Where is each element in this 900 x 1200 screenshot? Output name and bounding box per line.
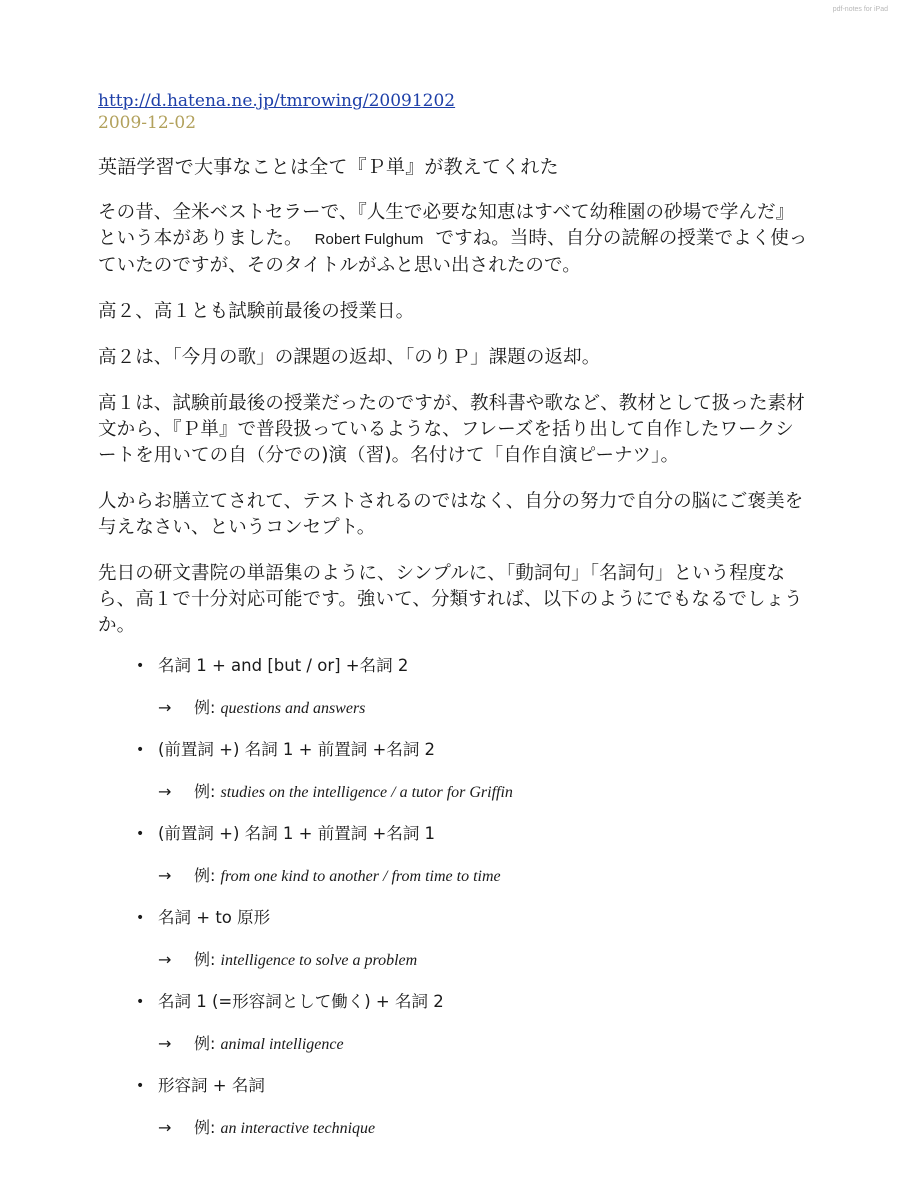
pattern-text: 名詞 1 + and [but / or] +名詞 2 bbox=[158, 656, 409, 675]
pattern-text: (前置詞 +) 名詞 1 + 前置詞 +名詞 1 bbox=[158, 824, 436, 843]
bullet-icon: • bbox=[136, 910, 145, 926]
example-label: 例: bbox=[194, 782, 216, 801]
paragraph-5: 人からお膳立てされて、テストされるのではなく、自分の努力で自分の脳にご褒美を与えなさい、というコンセプト。 bbox=[98, 491, 804, 538]
bullet-icon: • bbox=[136, 742, 145, 758]
pattern-list bbox=[98, 655, 808, 1139]
example-line bbox=[158, 949, 808, 971]
example-line bbox=[158, 1033, 808, 1055]
pattern-text: 形容詞 + 名詞 bbox=[158, 1076, 265, 1095]
example-label: 例: bbox=[194, 950, 216, 969]
example-line bbox=[158, 865, 808, 887]
example-text: an interactive technique bbox=[220, 1120, 376, 1137]
arrow-right-icon: → bbox=[158, 782, 172, 801]
list-item bbox=[136, 991, 808, 1013]
pattern-text: 名詞 + to 原形 bbox=[158, 908, 271, 927]
paragraph-6: 先日の研文書院の単語集のように、シンプルに、「動詞句」「名詞句」という程度なら、高１で十分対応可能です。強いて、分類すれば、以下のようにでもなるでしょうか。 bbox=[98, 563, 803, 636]
paragraph-4: 高１は、試験前最後の授業だったのですが、教科書や歌など、教材として扱った素材文から、『Ｐ単』で普段扱っているような、フレーズを括り出して自作したワークシートを用いての自（分での)演（習)。名付けて「自作自演ピーナツ」。 bbox=[98, 393, 805, 466]
bullet-icon: • bbox=[136, 1078, 145, 1094]
example-line bbox=[158, 781, 808, 803]
example-label: 例: bbox=[194, 1118, 216, 1137]
paragraph-intro bbox=[98, 200, 808, 279]
arrow-right-icon: → bbox=[158, 698, 172, 717]
arrow-right-icon: → bbox=[158, 1034, 172, 1053]
list-item bbox=[136, 823, 808, 845]
example-text: from one kind to another / from time to time bbox=[220, 868, 501, 885]
list-item bbox=[136, 655, 808, 677]
example-line bbox=[158, 1117, 808, 1139]
arrow-right-icon: → bbox=[158, 950, 172, 969]
watermark-text: pdf-notes for iPad bbox=[832, 6, 888, 13]
entry-title: 英語学習で大事なことは全て『Ｐ単』が教えてくれた bbox=[98, 156, 559, 178]
example-label: 例: bbox=[194, 1034, 216, 1053]
entry-url-link[interactable]: http://d.hatena.ne.jp/tmrowing/20091202 bbox=[98, 91, 456, 111]
intro-text-b: ですね。当時、自分の読解の授業でよく使っていたのですが、そのタイトルがふと思い出されたので。 bbox=[98, 228, 808, 276]
paragraph-3: 高２は、「今月の歌」の課題の返却、「のりＰ」課題の返却。 bbox=[98, 347, 601, 368]
list-item bbox=[136, 907, 808, 929]
author-name: Robert Fulghum bbox=[314, 231, 424, 248]
arrow-right-icon: → bbox=[158, 866, 172, 885]
bullet-icon: • bbox=[136, 658, 145, 674]
paragraph-2: 高２、高１とも試験前最後の授業日。 bbox=[98, 301, 415, 322]
bullet-icon: • bbox=[136, 994, 145, 1010]
intro-text-a: その昔、全米ベストセラーで、『人生で必要な知恵はすべて幼稚園の砂場で学んだ』という本がありました。 bbox=[98, 202, 795, 249]
example-text: animal intelligence bbox=[220, 1036, 344, 1053]
example-text: questions and answers bbox=[220, 700, 366, 717]
example-label: 例: bbox=[194, 698, 216, 717]
document-page bbox=[98, 90, 808, 1159]
example-label: 例: bbox=[194, 866, 216, 885]
example-text: studies on the intelligence / a tutor for Griffin bbox=[220, 784, 513, 801]
bullet-icon: • bbox=[136, 826, 145, 842]
arrow-right-icon: → bbox=[158, 1118, 172, 1137]
pattern-text: 名詞 1 (=形容詞として働く) + 名詞 2 bbox=[158, 992, 444, 1011]
list-item bbox=[136, 739, 808, 761]
list-item bbox=[136, 1075, 808, 1097]
entry-date: 2009-12-02 bbox=[98, 113, 197, 133]
pattern-text: (前置詞 +) 名詞 1 + 前置詞 +名詞 2 bbox=[158, 740, 436, 759]
example-text: intelligence to solve a problem bbox=[220, 952, 418, 969]
example-line bbox=[158, 697, 808, 719]
